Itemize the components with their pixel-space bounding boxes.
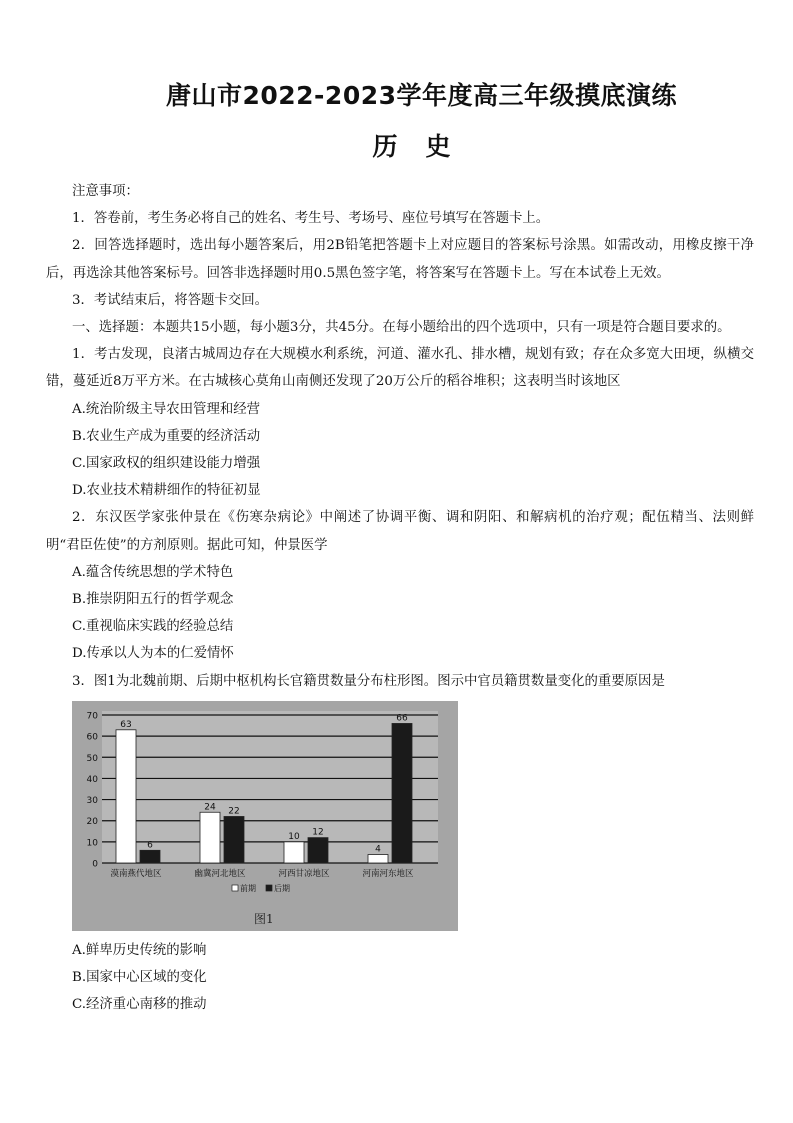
bar-value-label: 22 (228, 806, 240, 817)
y-tick-label: 40 (86, 774, 98, 785)
bar-early (284, 842, 304, 863)
y-tick-label: 0 (92, 859, 98, 870)
legend-swatch (232, 885, 238, 891)
bar-early (200, 812, 220, 863)
q2-option-c: C.重视临床实践的经验总结 (72, 619, 234, 635)
category-label: 幽冀河北地区 (194, 868, 246, 879)
figure-1-bar-chart (72, 701, 458, 931)
question-3-stem: 3．图1为北魏前期、后期中枢机构长官籍贯数量分布柱形图。图示中官员籍贯数量变化的重要原因是 (72, 673, 665, 689)
figure-caption: 图1 (254, 911, 274, 926)
question-2-stem: 2．东汉医学家张仲景在《伤寒杂病论》中阐述了协调平衡、调和阴阳、和解病机的治疗观；配伍精当、法则鲜明“君臣佐使”的方剂原则。据此可知，仲景医学 (46, 510, 754, 553)
bar-value-label: 63 (120, 719, 132, 730)
y-tick-label: 70 (86, 711, 98, 722)
bar-early (368, 854, 388, 862)
category-label: 漠南燕代地区 (110, 868, 162, 879)
q2-option-d: D.传承以人为本的仁爱情怀 (72, 646, 234, 662)
q3-option-b: B.国家中心区域的变化 (72, 970, 207, 986)
y-tick-label: 60 (86, 732, 98, 743)
category-label: 河南河东地区 (362, 868, 414, 879)
q2-option-a: A.蕴含传统思想的学术特色 (72, 564, 234, 580)
q2-option-b: B.推崇阴阳五行的哲学观念 (72, 592, 234, 608)
note-item-3: 3．考试结束后，将答题卡交回。 (72, 292, 268, 308)
bar-late (392, 723, 412, 863)
q1-option-a: A.统治阶级主导农田管理和经营 (72, 401, 261, 417)
exam-body (46, 178, 754, 1018)
q3-option-c: C.经济重心南移的推动 (72, 997, 207, 1013)
exam-subject (0, 127, 793, 163)
exam-title: 唐山市2022-2023学年度高三年级摸底演练 (165, 81, 678, 110)
bar-late (140, 850, 160, 863)
note-item-1: 1．答卷前，考生务必将自己的姓名、考生号、考场号、座位号填写在答题卡上。 (72, 211, 550, 227)
subject-char-2: 史 (425, 132, 451, 161)
section-instructions: 一、选择题：本题共15小题，每小题3分，共45分。在每小题给出的四个选项中，只有一项是符合题目要求的。 (72, 320, 731, 336)
q1-option-b: B.农业生产成为重要的经济活动 (72, 428, 261, 444)
y-tick-label: 30 (86, 795, 98, 806)
bar-value-label: 10 (288, 831, 300, 842)
chart-svg (72, 701, 458, 931)
legend-label: 后期 (274, 883, 290, 893)
note-item-2: 2．回答选择题时，选出每小题答案后，用2B铅笔把答题卡上对应题目的答案标号涂黑。如需改动，用橡皮擦干净后，再选涂其他答案标号。回答非选择题时用0.5黑色签字笔，将答案写在答题卡上。写在本试卷上无效。 (46, 238, 754, 281)
bar-late (224, 816, 244, 863)
y-tick-label: 50 (86, 753, 98, 764)
bar-value-label: 24 (204, 802, 216, 813)
q1-option-d: D.农业技术精耕细作的特征初显 (72, 483, 261, 499)
question-1-stem: 1．考古发现，良渚古城周边存在大规模水利系统，河道、灌水孔、排水槽，规划有致；存在众多宽大田埂，纵横交错，蔓延近8万平方米。在古城核心莫角山南侧还发现了20万公斤的稻谷堆积；这表明当时该地区 (46, 347, 754, 390)
notes-heading: 注意事项： (72, 184, 139, 199)
y-tick-label: 20 (86, 817, 98, 828)
bar-value-label: 66 (396, 713, 408, 724)
legend-label: 前期 (240, 883, 256, 893)
legend-swatch (266, 885, 272, 891)
bar-late (308, 837, 328, 862)
bar-value-label: 4 (375, 844, 381, 855)
q3-option-a: A.鲜卑历史传统的影响 (72, 942, 207, 958)
bar-early (116, 730, 136, 863)
y-tick-label: 10 (86, 838, 98, 849)
category-label: 河西甘凉地区 (278, 868, 330, 879)
bar-value-label: 6 (147, 840, 153, 851)
subject-char-1: 历 (372, 132, 398, 161)
bar-value-label: 12 (312, 827, 324, 838)
q1-option-c: C.国家政权的组织建设能力增强 (72, 456, 261, 472)
